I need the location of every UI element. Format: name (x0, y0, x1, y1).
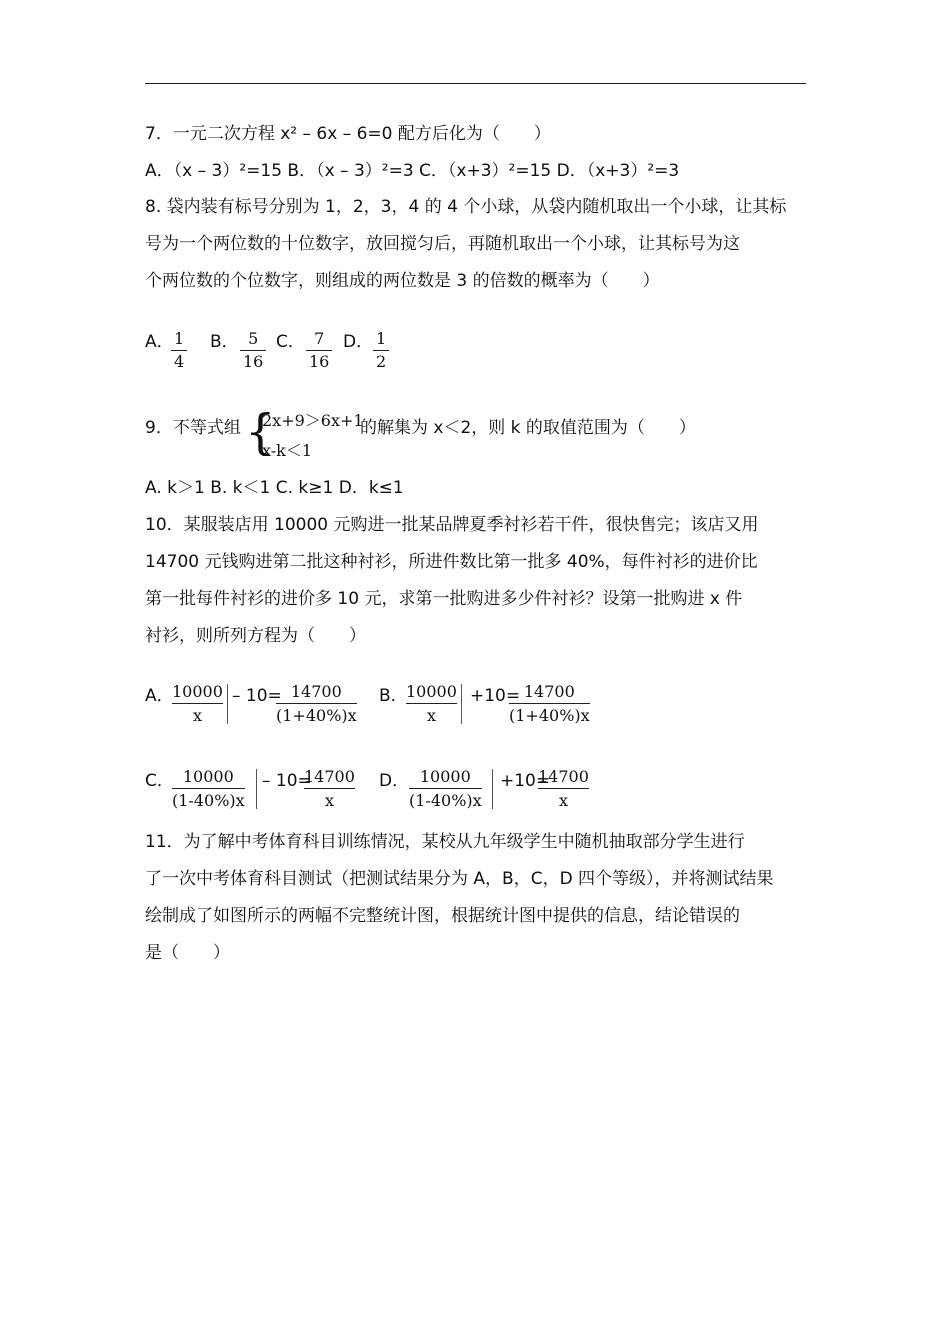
q10-option-b-right-fraction (509, 682, 590, 725)
q11-line1: 11．为了解中考体育科目训练情况，某校从九年级学生中随机抽取部分学生进行 (145, 832, 745, 852)
fraction-denominator: 16 (243, 352, 264, 371)
fraction-border (256, 769, 257, 809)
fraction-denominator: x (192, 706, 202, 725)
q9-suffix: 的解集为 x＜2，则 k 的取值范围为（ ） (360, 418, 696, 438)
fraction-bar (240, 350, 266, 351)
fraction-bar (304, 788, 355, 789)
fraction-bar (171, 350, 187, 351)
fraction-numerator: 14700 (523, 682, 575, 701)
fraction-bar (509, 703, 590, 704)
q8-option-a-fraction (171, 329, 187, 372)
q10-option-a-right-fraction (276, 682, 357, 725)
q10-option-d-right-fraction (538, 767, 589, 810)
fraction-numerator: 1 (376, 329, 387, 348)
fraction-numerator: 10000 (419, 767, 471, 786)
fraction-denominator: (1-40%)x (409, 791, 482, 810)
q10-line4: 衬衫，则所列方程为（ ） (145, 626, 366, 646)
q9-inequality-1: 2x+9＞6x+1 (262, 411, 364, 430)
fraction-numerator: 10000 (182, 767, 234, 786)
fraction-bar (172, 703, 223, 704)
fraction-denominator: x (324, 791, 334, 810)
fraction-bar (373, 350, 389, 351)
q10-option-b-label: B． (379, 686, 408, 706)
fraction-denominator: (1-40%)x (172, 791, 245, 810)
fraction-bar (306, 350, 332, 351)
q7-stem: 7．一元二次方程 x² – 6x – 6=0 配方后化为（ ） (145, 124, 551, 144)
fraction-denominator: 16 (309, 352, 330, 371)
q10-line3: 第一批每件衬衫的进价多 10 元，求第一批购进多少件衬衫？设第一批购进 x 件 (145, 589, 743, 609)
q11-line2: 了一次中考体育科目测试（把测试结果分为 A，B，C，D 四个等级），并将测试结果 (145, 869, 774, 889)
fraction-numerator: 7 (314, 329, 325, 348)
q10-line2: 14700 元钱购进第二批这种衬衫，所进件数比第一批多 40%，每件衬衫的进价比 (145, 552, 758, 572)
q10-option-b-operator: +10= (470, 686, 521, 706)
q8-option-d-fraction (373, 329, 389, 372)
q10-line1: 10．某服装店用 10000 元购进一批某品牌夏季衬衫若干件，很快售完；该店又用 (145, 515, 759, 535)
fraction-bar (276, 703, 357, 704)
fraction-bar (172, 788, 245, 789)
fraction-bar (409, 788, 482, 789)
q10-option-c-operator: – 10= (262, 771, 312, 791)
fraction-denominator: (1+40%)x (509, 706, 590, 725)
q10-option-d-left-fraction (409, 767, 482, 810)
q9-system-brace: { (245, 404, 276, 460)
q10-option-d-operator: +10= (500, 771, 551, 791)
fraction-numerator: 14700 (290, 682, 342, 701)
fraction-numerator: 10000 (406, 682, 457, 701)
fraction-border (227, 684, 228, 724)
q8-option-b-label: B． (210, 332, 239, 352)
q8-option-a-label: A． (145, 332, 174, 352)
fraction-border (492, 769, 493, 809)
q10-option-c-right-fraction (304, 767, 355, 810)
q7-options: A．（x – 3）²=15 B．（x – 3）²=3 C．（x+3）²=15 D．（x+3）²=3 (145, 161, 680, 181)
q9-inequality-2: x-k＜1 (262, 441, 313, 460)
fraction-denominator: x (558, 791, 568, 810)
q10-option-d-label: D． (379, 771, 410, 791)
q9-options: A. k＞1 B. k＜1 C. k≥1 D．k≤1 (145, 478, 404, 498)
q8-option-c-label: C． (276, 332, 305, 352)
fraction-border (461, 684, 462, 724)
fraction-numerator: 10000 (172, 682, 223, 701)
q11-line4: 是（ ） (145, 943, 230, 963)
header-rule (145, 83, 806, 84)
fraction-numerator: 14700 (538, 767, 589, 786)
fraction-denominator: x (426, 706, 436, 725)
fraction-denominator: (1+40%)x (276, 706, 357, 725)
q10-option-a-label: A． (145, 686, 174, 706)
q9-prefix: 9．不等式组 (145, 418, 241, 438)
q8-line1: 8. 袋内装有标号分别为 1，2，3，4 的 4 个小球，从袋内随机取出一个小球，让其标 (145, 197, 787, 217)
q8-option-b-fraction (240, 329, 266, 372)
q8-option-d-label: D． (343, 332, 374, 352)
fraction-bar (538, 788, 589, 789)
fraction-numerator: 14700 (304, 767, 355, 786)
fraction-numerator: 1 (174, 329, 185, 348)
q10-option-c-left-fraction (172, 767, 245, 810)
q8-line2: 号为一个两位数的十位数字，放回搅匀后，再随机取出一个小球，让其标号为这 (145, 234, 740, 254)
q10-option-c-label: C． (145, 771, 174, 791)
q8-option-c-fraction (306, 329, 332, 372)
fraction-denominator: 2 (376, 352, 387, 371)
q10-option-b-left-fraction (406, 682, 457, 725)
fraction-bar (406, 703, 457, 704)
fraction-denominator: 4 (174, 352, 185, 371)
q10-option-a-left-fraction (172, 682, 223, 725)
q8-line3: 个两位数的个位数字，则组成的两位数是 3 的倍数的概率为（ ） (145, 271, 660, 291)
q11-line3: 绘制成了如图所示的两幅不完整统计图，根据统计图中提供的信息，结论错误的 (145, 906, 740, 926)
fraction-numerator: 5 (248, 329, 259, 348)
q10-option-a-operator: – 10= (232, 686, 282, 706)
